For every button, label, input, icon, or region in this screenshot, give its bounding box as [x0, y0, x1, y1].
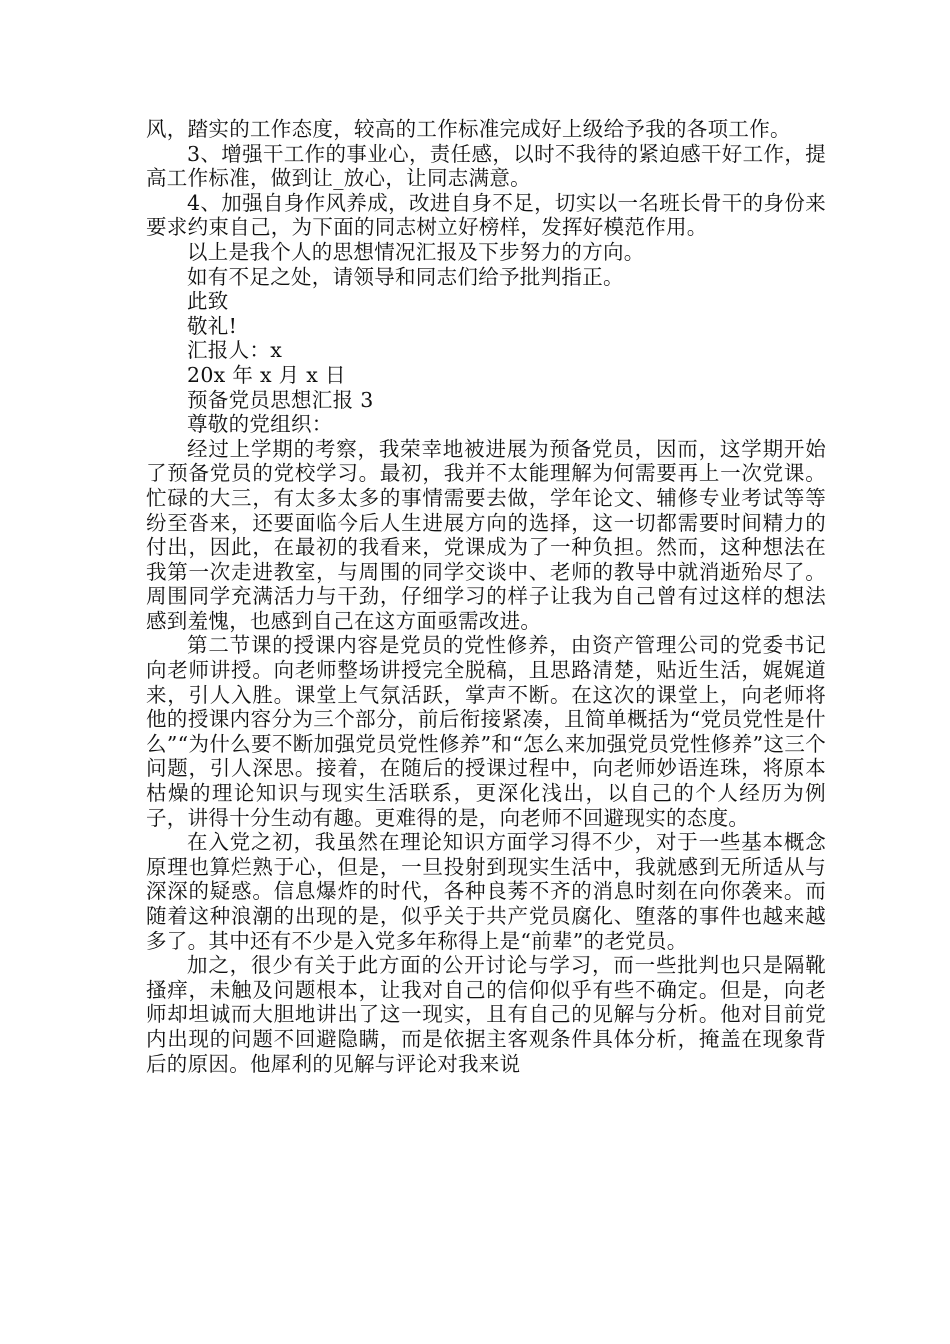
- body-paragraph-1: 经过上学期的考察，我荣幸地被进展为预备党员，因而，这学期开始了预备党员的党校学习。最初，我并不太能理解为何需要再上一次党课。忙碌的大三，有太多太多的事情需要去做，学年论文、辅修专业考试等等纷至沓来，还要面临今后人生进展方向的选择，这一切都需要时间精力的付出，因此，在最初的我看来，党课成为了一种负担。然而，这种想法在我第一次走进教室，与周围的同学交谈中、老师的教导中就消逝殆尽了。周围同学充满活力与干劲，仔细学习的样子让我为自己曾有过这样的想法感到羞愧，也感到自己在这方面亟需改进。: [146, 436, 826, 633]
- body-paragraph-4: 加之，很少有关于此方面的公开讨论与学习，而一些批判也只是隔靴搔痒，未触及问题根本，让我对自己的信仰似乎有些不确定。但是，向老师却坦诚而大胆地讲出了这一现实，且有自己的见解与分析。他对目前党内出现的问题不回避隐瞒，而是依据主客观条件具体分析，掩盖在现象背后的原因。他犀利的见解与评论对我来说: [146, 953, 826, 1076]
- reporter-line: 汇报人：x: [187, 338, 283, 363]
- request-line: 如有不足之处，请领导和同志们给予批判指正。: [187, 264, 624, 289]
- body-paragraph-3: 在入党之初，我虽然在理论知识方面学习得不少，对于一些基本概念原理也算烂熟于心，但是，一旦投射到现实生活中，我就感到无所适从与深深的疑惑。信息爆炸的时代，各种良莠不齐的消息时刻在向你袭来。而随着这种浪潮的出现的是，似乎关于共产党员腐化、堕落的事件也越来越多了。其中还有不少是入党多年称得上是“前辈”的老党员。: [146, 830, 826, 953]
- section-title: 预备党员思想汇报 3: [187, 387, 374, 412]
- closing-salutation: 此致: [187, 289, 229, 314]
- date-line: 20x 年 x 月 x 日: [187, 362, 346, 387]
- addressee-line: 尊敬的党组织：: [187, 412, 333, 437]
- document-body: [146, 117, 826, 1076]
- paragraph-item-3: 3、增强干工作的事业心，责任感，以时不我待的紧迫感干好工作，提高工作标准，做到让_放心，让同志满意。: [146, 141, 826, 191]
- closing-regards: 敬礼!: [187, 313, 238, 338]
- paragraph-item-4: 4、加强自身作风养成，改进自身不足，切实以一名班长骨干的身份来要求约束自己，为下面的同志树立好榜样，发挥好模范作用。: [146, 190, 826, 240]
- body-paragraph-2: 第二节课的授课内容是党员的党性修养，由资产管理公司的党委书记向老师讲授。向老师整场讲授完全脱稿，且思路清楚，贴近生活，娓娓道来，引人入胜。课堂上气氛活跃，掌声不断。在这次的课堂上，向老师将他的授课内容分为三个部分，前后衔接紧凑，且简单概括为“党员党性是什么”“为什么要不断加强党员党性修养”和“怎么来加强党员党性修养”这三个问题，引人深思。接着，在随后的授课过程中，向老师妙语连珠，将原本枯燥的理论知识与现实生活联系，更深化浅出，以自己的个人经历为例子，讲得十分生动有趣。更难得的是，向老师不回避现实的态度。: [146, 633, 826, 830]
- summary-line: 以上是我个人的思想情况汇报及下步努力的方向。: [187, 239, 645, 264]
- paragraph-continuation: 风，踏实的工作态度，较高的工作标准完成好上级给予我的各项工作。: [146, 117, 791, 141]
